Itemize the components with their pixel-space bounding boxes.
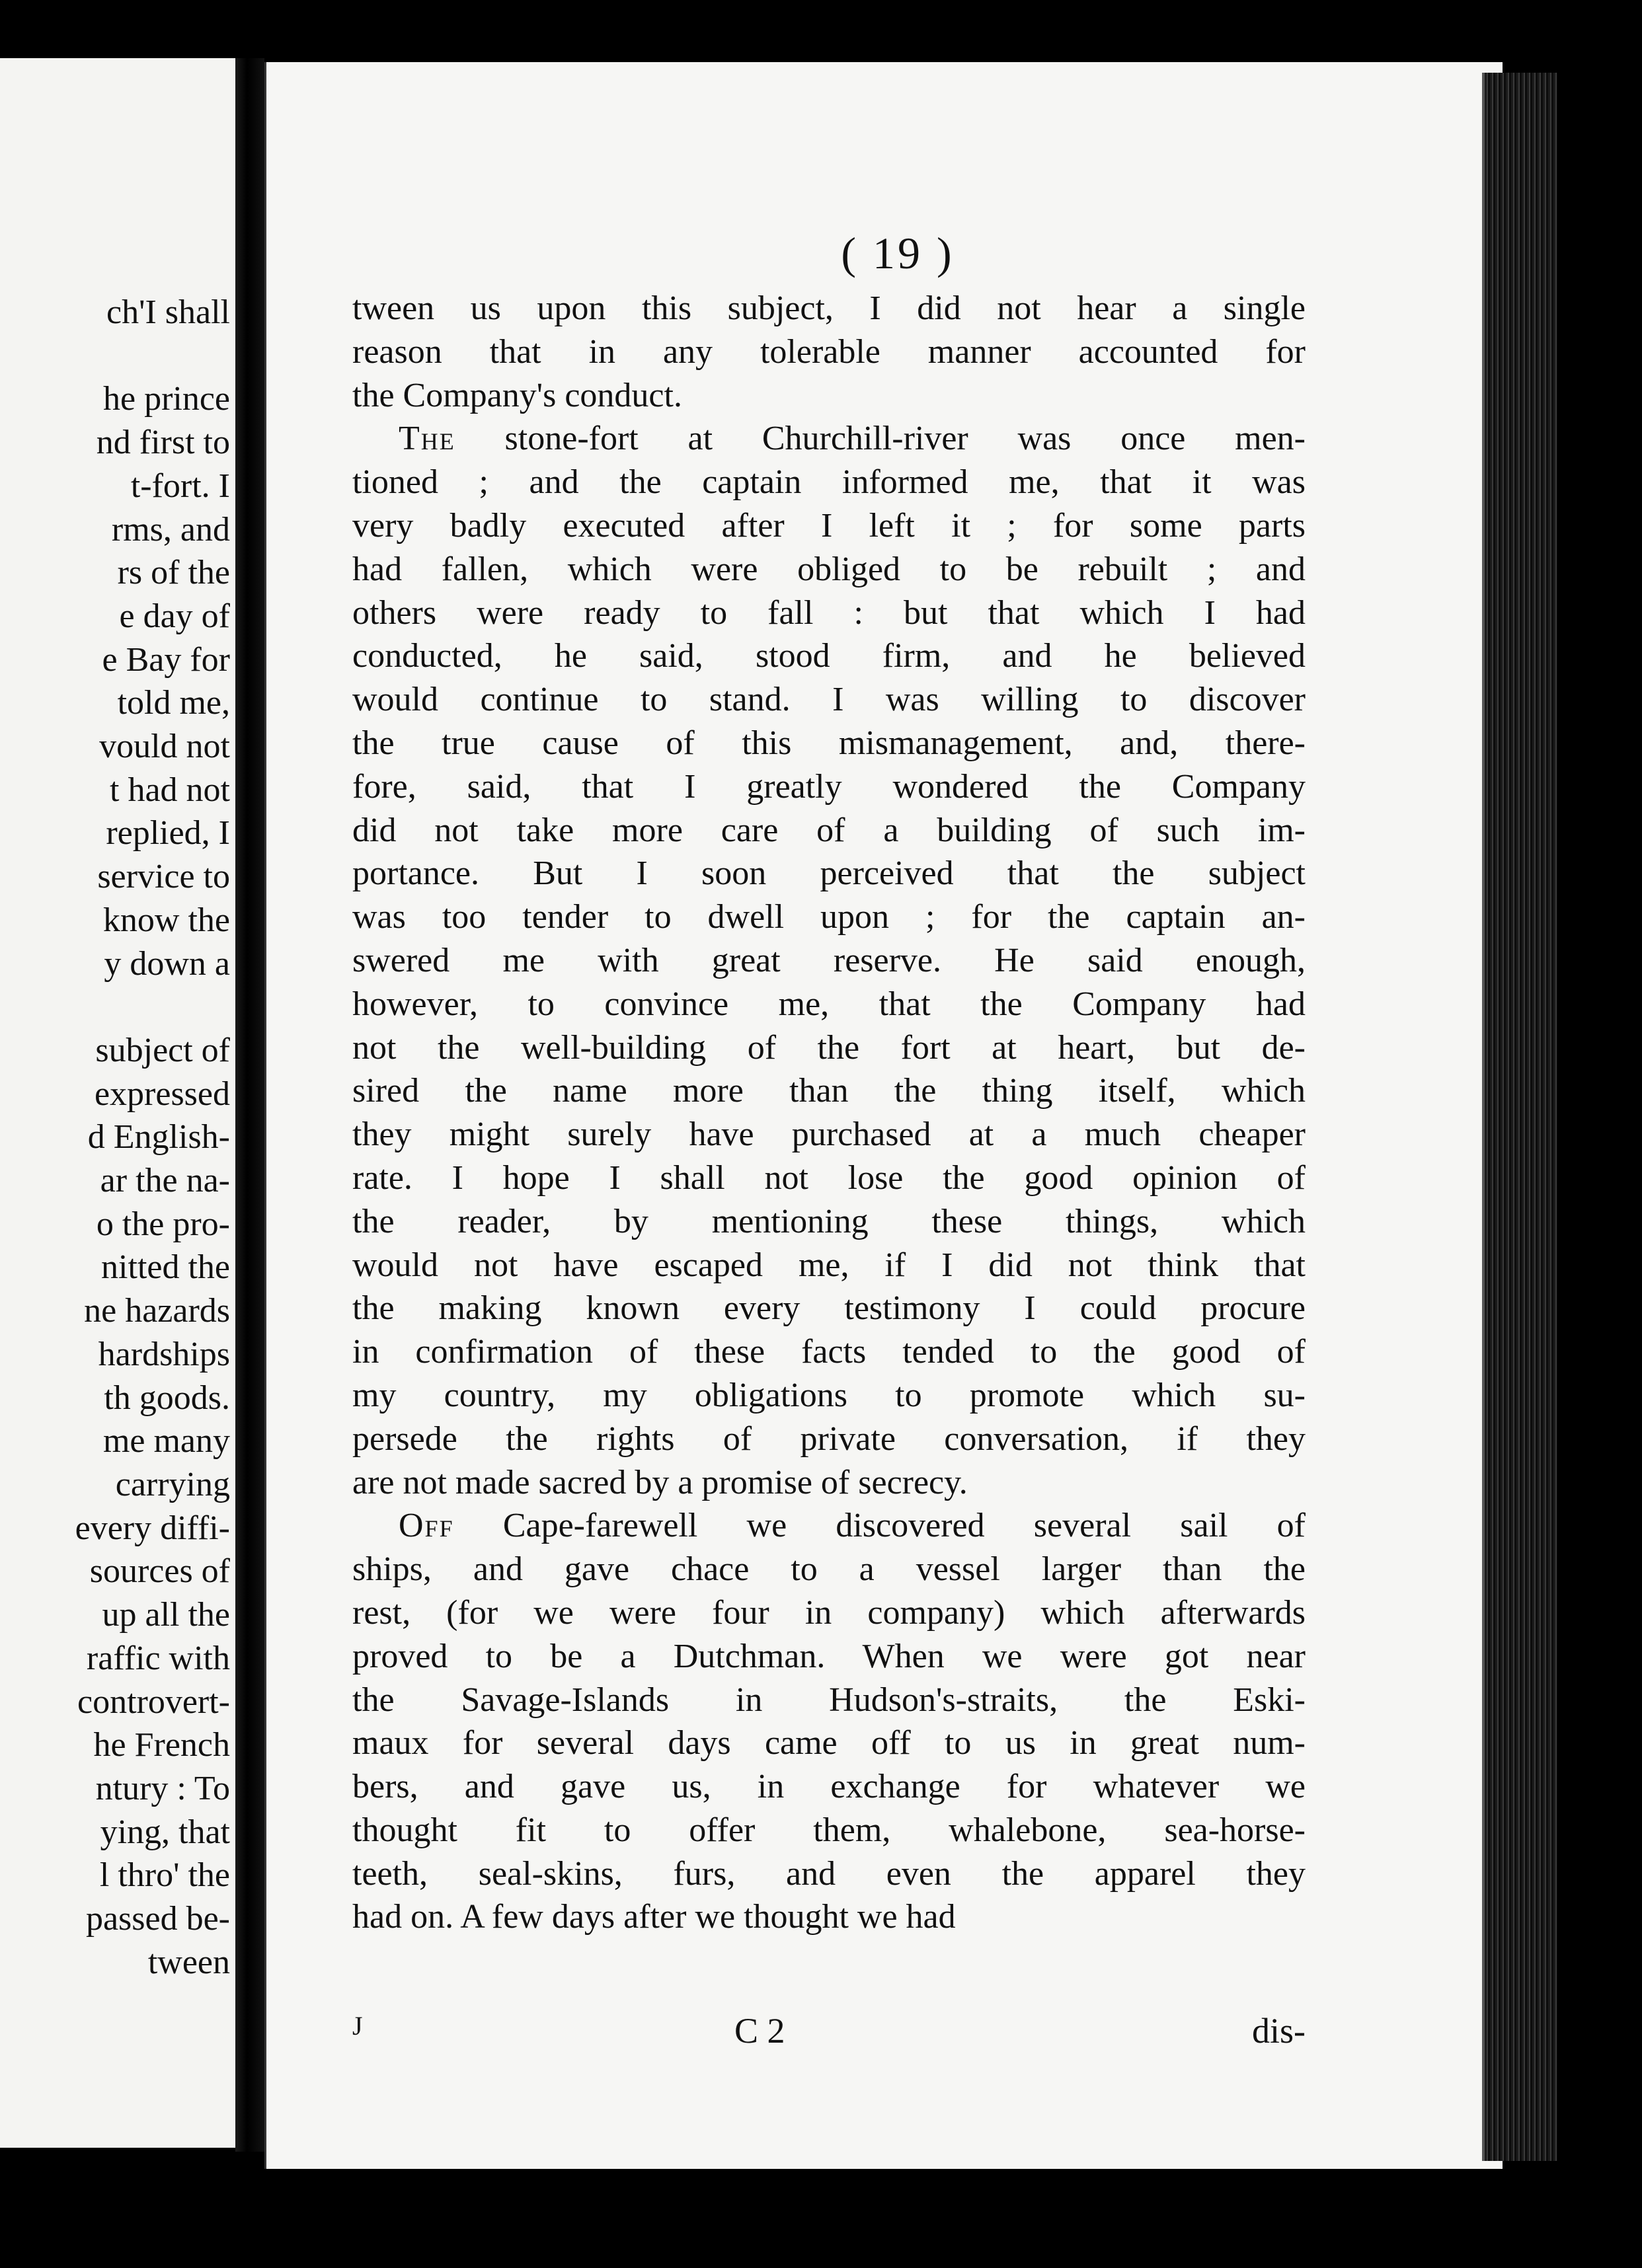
left-page-line: d English- xyxy=(87,1118,230,1156)
left-page-line: service to xyxy=(97,858,230,896)
text-line: teeth, seal-skins, furs, and even the apparel they xyxy=(352,1854,1306,1893)
left-page-line xyxy=(0,985,230,1029)
text-line: had fallen, which were obliged to be rebuilt ; and xyxy=(352,550,1306,588)
page-edges xyxy=(1482,73,1557,2161)
left-page-line: vould not xyxy=(99,728,230,766)
text-line-content: stone-fort at Churchill-river was once men- xyxy=(455,420,1306,458)
left-page-line: t-fort. I xyxy=(130,467,230,505)
text-line: the Company's conduct. xyxy=(352,376,682,414)
text-line: ships, and gave chace to a vessel larger than the xyxy=(352,1550,1306,1589)
left-page-line: nitted the xyxy=(101,1248,230,1287)
page-number: ( 19 ) xyxy=(841,228,955,278)
text-line: the true cause of this mismanagement, and, there- xyxy=(352,724,1306,762)
left-page-line: carrying xyxy=(115,1465,230,1503)
left-page-line: replied, I xyxy=(106,814,230,852)
text-line: was too tender to dwell upon ; for the captain an- xyxy=(352,898,1306,936)
text-line: very badly executed after I left it ; for some parts xyxy=(352,506,1306,545)
paragraph-3 xyxy=(352,1504,1306,1939)
left-page-line: tween xyxy=(147,1943,230,1981)
catchword: dis- xyxy=(1252,2011,1306,2051)
left-page-line: e Bay for xyxy=(102,640,230,679)
left-page-line: raffic with xyxy=(86,1639,230,1677)
left-page-line: rms, and xyxy=(111,510,230,548)
left-page-line: ch'I shall xyxy=(106,293,230,331)
left-page-line: ar the na- xyxy=(100,1162,230,1200)
text-line: others were ready to fall : but that which I had xyxy=(352,593,1306,632)
left-page-line: nd first to xyxy=(96,424,230,462)
text-line: had on. A few days after we thought we had xyxy=(352,1898,956,1936)
text-line: however, to convince me, that the Company had xyxy=(352,985,1306,1023)
left-page-line: passed be- xyxy=(85,1900,230,1938)
left-page-line: know the xyxy=(102,901,230,939)
left-page-line: l thro' the xyxy=(99,1856,230,1895)
text-line: tioned ; and the captain informed me, that it was xyxy=(352,463,1306,502)
left-page-line: hardships xyxy=(98,1335,230,1373)
text-line: the reader, by mentioning these things, which xyxy=(352,1202,1306,1240)
text-line: tween us upon this subject, I did not hear a single xyxy=(352,289,1306,327)
left-page-line: up all the xyxy=(102,1596,230,1634)
text-line: thought fit to offer them, whalebone, sea-horse- xyxy=(352,1811,1306,1849)
left-page-line: y down a xyxy=(104,944,230,983)
text-line: bers, and gave us, in exchange for whatever we xyxy=(352,1768,1306,1806)
left-page-line: t had not xyxy=(110,771,230,809)
text-line-content: Cape-farewell we discovered several sail of xyxy=(453,1507,1306,1545)
paragraph-lead-word: The xyxy=(399,420,455,458)
body-text xyxy=(352,287,1306,1939)
left-page-line: he French xyxy=(93,1726,230,1764)
text-line: in confirmation of these facts tended to the good of xyxy=(352,1333,1306,1371)
signature-mark: C 2 xyxy=(734,2011,785,2051)
left-page-line: ntury : To xyxy=(95,1769,230,1807)
text-line xyxy=(352,417,1306,461)
text-line: are not made sacred by a promise of secrecy. xyxy=(352,1463,968,1501)
text-line xyxy=(352,1504,1306,1548)
left-page-line: o the pro- xyxy=(96,1205,230,1243)
text-line: fore, said, that I greatly wondered the Company xyxy=(352,767,1306,806)
left-page-line: he prince xyxy=(102,380,230,418)
left-page-line: controvert- xyxy=(77,1682,230,1721)
printer-mark: J xyxy=(352,2011,363,2041)
left-page-line: subject of xyxy=(95,1031,230,1069)
left-page-line: th goods. xyxy=(104,1379,230,1417)
text-line: reason that in any tolerable manner accounted for xyxy=(352,332,1306,371)
left-page xyxy=(0,58,239,2148)
left-page-text xyxy=(0,291,230,1984)
paragraph-1 xyxy=(352,287,1306,417)
paragraph-2 xyxy=(352,417,1306,1504)
text-line: rest, (for we were four in company) which afterwards xyxy=(352,1593,1306,1632)
book-gutter xyxy=(235,58,264,2152)
paragraph-lead-word: Off xyxy=(399,1507,454,1545)
left-page-line: every diffi- xyxy=(75,1509,230,1547)
text-line: maux for several days came off to us in great num- xyxy=(352,1724,1306,1762)
left-page-line: ne hazards xyxy=(84,1292,230,1330)
text-line: they might surely have purchased at a much cheaper xyxy=(352,1115,1306,1154)
text-line: sired the name more than the thing itself, which xyxy=(352,1072,1306,1110)
text-line: did not take more care of a building of such im- xyxy=(352,811,1306,849)
left-page-line: me many xyxy=(102,1422,230,1460)
text-line: conducted, he said, stood firm, and he believed xyxy=(352,637,1306,675)
text-line: the Savage-Islands in Hudson's-straits, the Eski- xyxy=(352,1681,1306,1719)
text-line: the making known every testimony I could procure xyxy=(352,1289,1306,1328)
left-page-line: expressed xyxy=(94,1075,230,1113)
left-page-line: sources of xyxy=(89,1552,230,1591)
text-line: would not have escaped me, if I did not think that xyxy=(352,1246,1306,1284)
text-line: persede the rights of private conversation, if they xyxy=(352,1419,1306,1458)
left-page-line: rs of the xyxy=(117,554,230,592)
text-line: proved to be a Dutchman. When we were got near xyxy=(352,1637,1306,1675)
left-page-line xyxy=(0,334,230,378)
text-line: swered me with great reserve. He said enough, xyxy=(352,941,1306,979)
text-line: not the well-building of the fort at heart, but de- xyxy=(352,1028,1306,1067)
text-line: my country, my obligations to promote which su- xyxy=(352,1376,1306,1414)
text-line: portance. But I soon perceived that the subject xyxy=(352,854,1306,893)
text-line: would continue to stand. I was willing to discover xyxy=(352,681,1306,719)
right-page xyxy=(264,62,1503,2169)
text-line: rate. I hope I shall not lose the good opinion of xyxy=(352,1158,1306,1197)
left-page-line: ying, that xyxy=(100,1813,230,1851)
left-page-line: told me, xyxy=(117,684,230,722)
left-page-line: e day of xyxy=(119,597,230,635)
